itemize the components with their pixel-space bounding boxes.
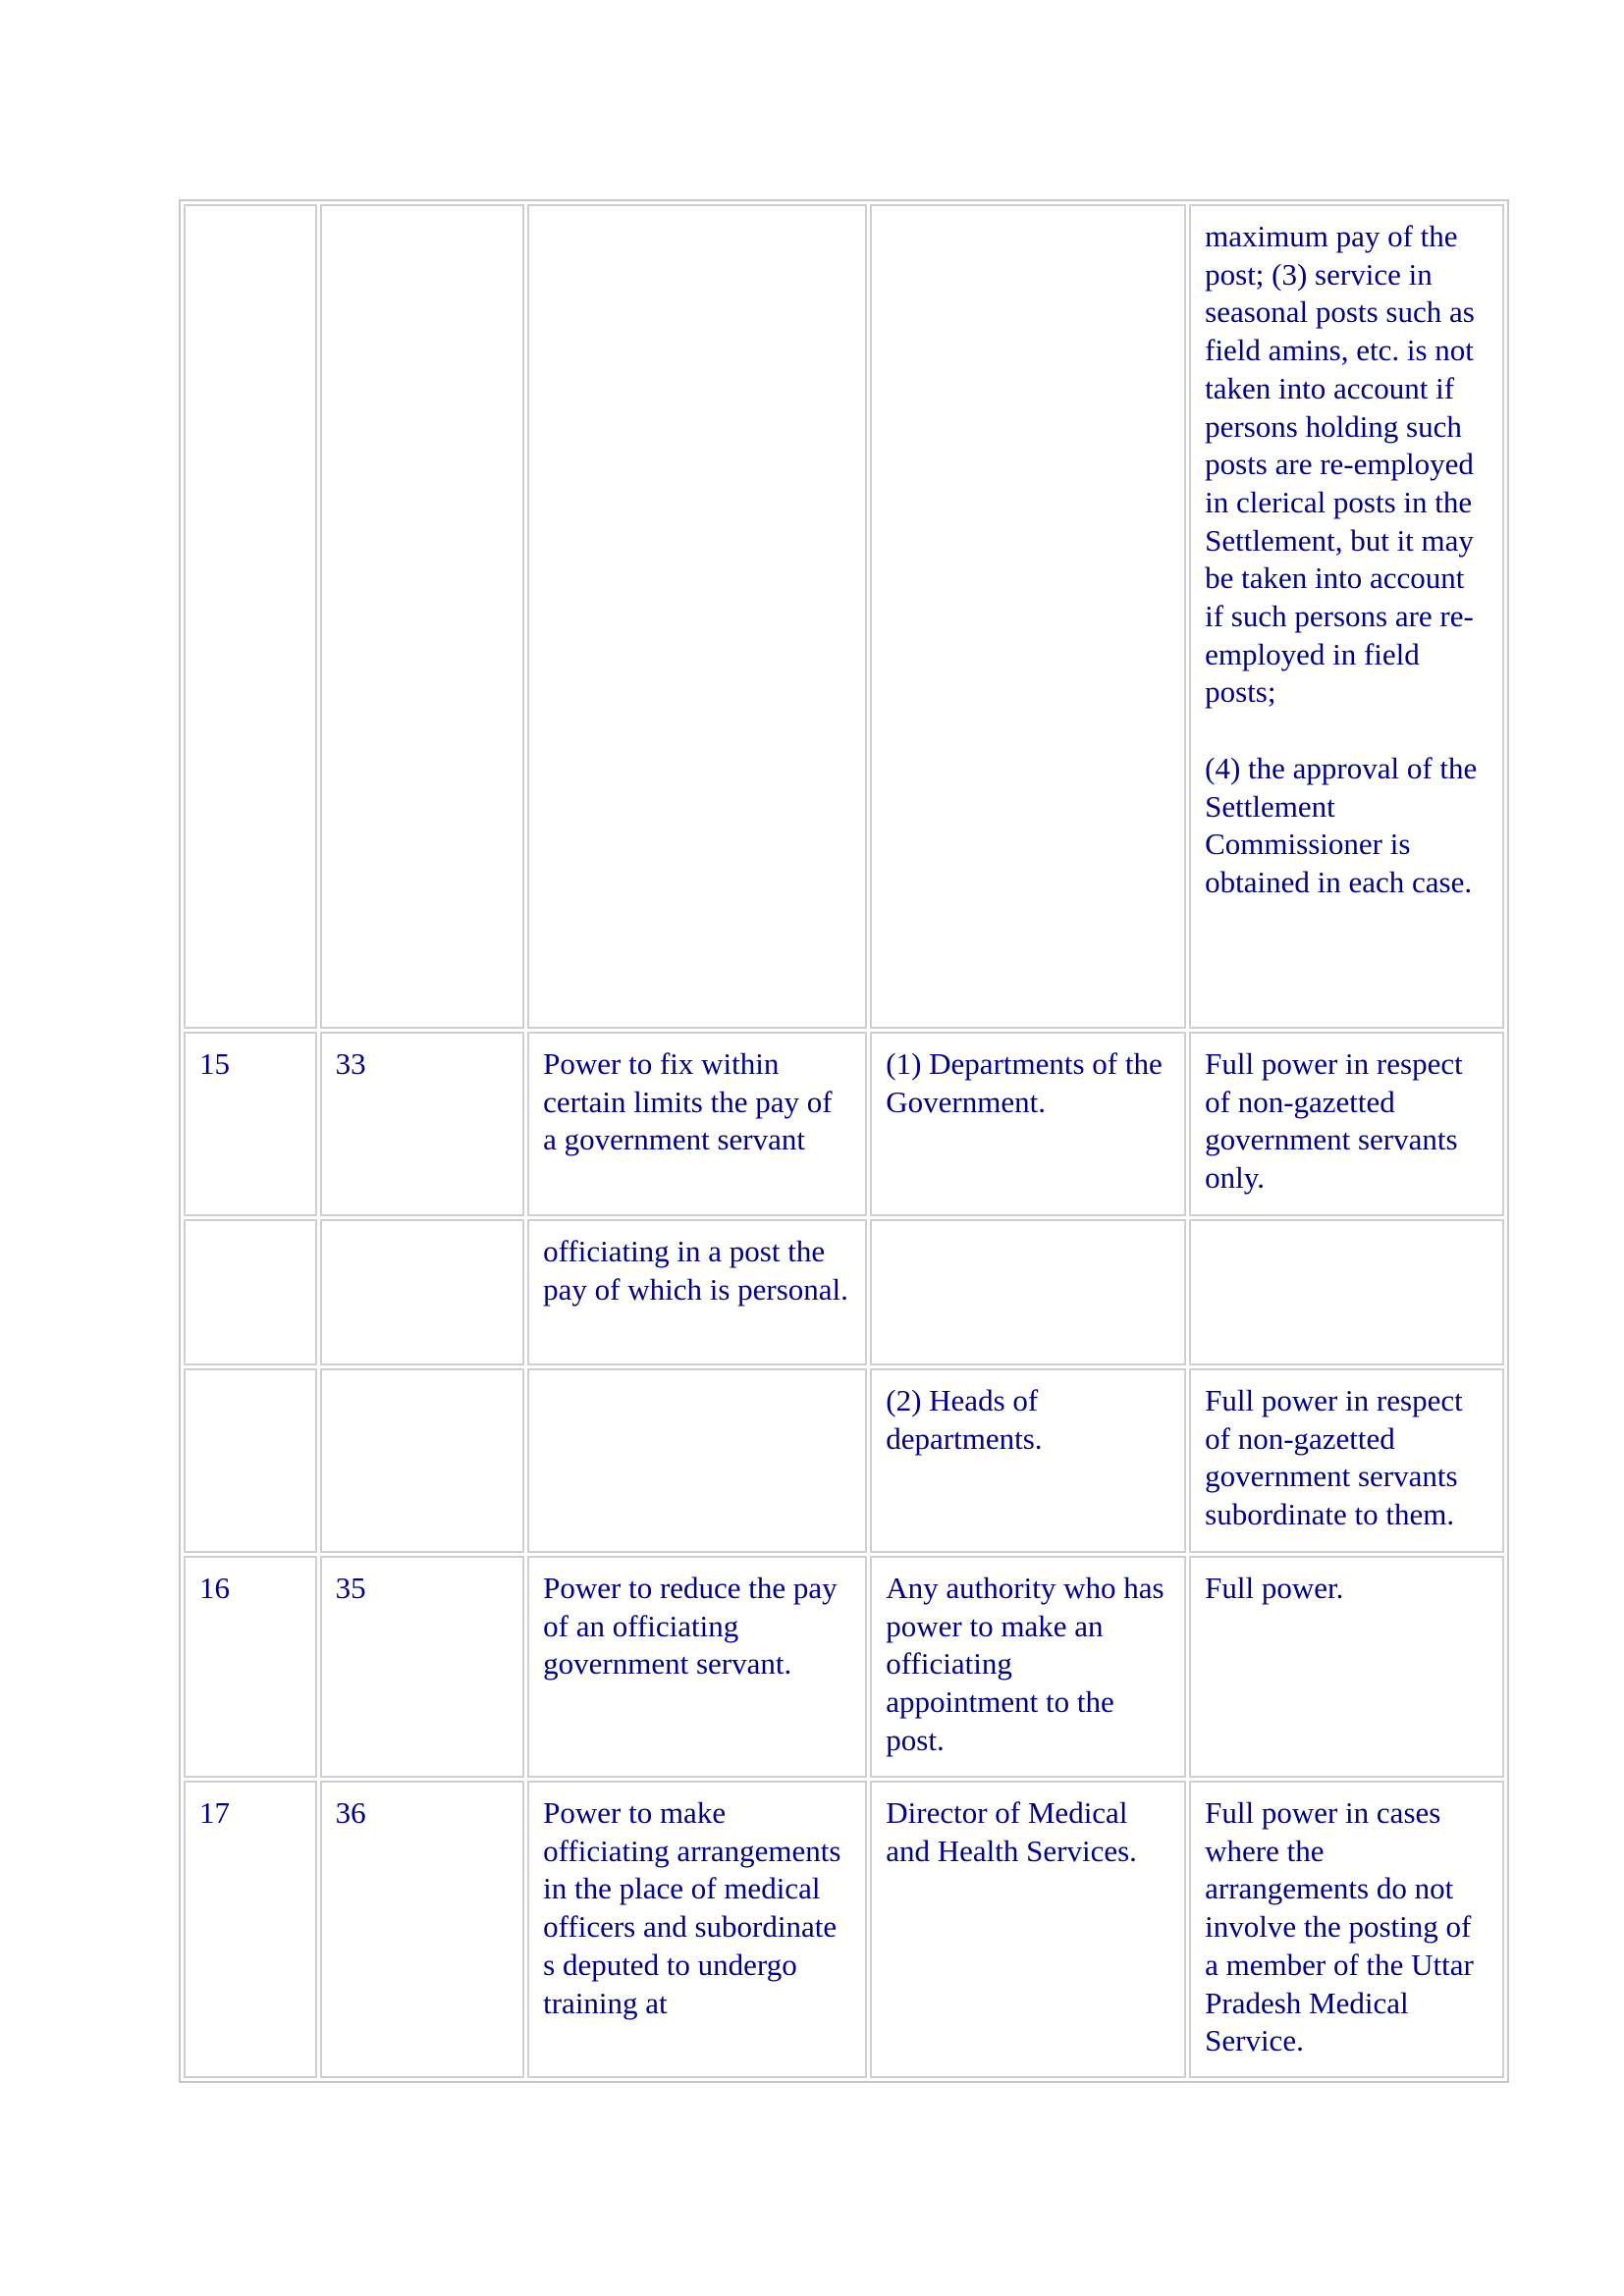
extent-paragraph: Full power in cases where the arrangements do not involve the posting of a member of the Uttar Pradesh Medical Service.: [1205, 1795, 1474, 2058]
powers-table: [179, 199, 1509, 2083]
rule-cell: [320, 204, 525, 1029]
extent-paragraph: (4) the approval of the Settlement Commissioner is obtained in each case.: [1205, 750, 1478, 899]
rule-cell: [320, 1219, 525, 1365]
serial-cell: 17: [184, 1781, 317, 2078]
authority-cell: (2) Heads of departments.: [870, 1368, 1186, 1553]
authority-cell: [870, 1219, 1186, 1365]
nature-of-power-cell: [527, 204, 867, 1029]
table-row: [184, 1219, 1504, 1365]
extent-cell: [1189, 1368, 1504, 1553]
extent-paragraph: Full power in respect of non-gazetted government servants subordinate to them.: [1205, 1383, 1463, 1532]
rule-cell: [320, 1368, 525, 1553]
nature-of-power-cell: officiating in a post the pay of which is personal.: [527, 1219, 867, 1365]
nature-of-power-cell: [527, 1368, 867, 1553]
serial-cell: 16: [184, 1556, 317, 1778]
table-row: [184, 1556, 1504, 1778]
nature-of-power-cell: Power to fix within certain limits the pay of a government servant: [527, 1032, 867, 1216]
serial-cell: [184, 1368, 317, 1553]
serial-cell: [184, 1219, 317, 1365]
authority-cell: (1) Departments of the Government.: [870, 1032, 1186, 1216]
extent-cell: [1189, 1556, 1504, 1778]
rule-cell: 36: [320, 1781, 525, 2078]
serial-cell: 15: [184, 1032, 317, 1216]
authority-cell: Director of Medical and Health Services.: [870, 1781, 1186, 2078]
extent-cell: [1189, 1219, 1504, 1365]
extent-paragraph: maximum pay of the post; (3) service in seasonal posts such as field amins, etc. is not taken into account if persons holding such posts are re-employed in clerical posts in the Settlement, but it may be taken into account if such persons are re-employed in field posts;: [1205, 219, 1475, 710]
nature-of-power-cell: Power to make officiating arrangements in the place of medical officers and subordinate s deputed to undergo training at: [527, 1781, 867, 2078]
authority-cell: [870, 204, 1186, 1029]
table-row: [184, 1032, 1504, 1216]
rule-cell: 35: [320, 1556, 525, 1778]
extent-cell: [1189, 204, 1504, 1029]
table-row: [184, 1368, 1504, 1553]
serial-cell: [184, 204, 317, 1029]
authority-cell: Any authority who has power to make an officiating appointment to the post.: [870, 1556, 1186, 1778]
table-row: [184, 204, 1504, 1029]
extent-cell: [1189, 1781, 1504, 2078]
extent-cell: [1189, 1032, 1504, 1216]
extent-paragraph: Full power.: [1205, 1571, 1344, 1605]
rule-cell: 33: [320, 1032, 525, 1216]
extent-paragraph: Full power in respect of non-gazetted government servants only.: [1205, 1046, 1463, 1196]
nature-of-power-cell: Power to reduce the pay of an officiating government servant.: [527, 1556, 867, 1778]
table-row: [184, 1781, 1504, 2078]
